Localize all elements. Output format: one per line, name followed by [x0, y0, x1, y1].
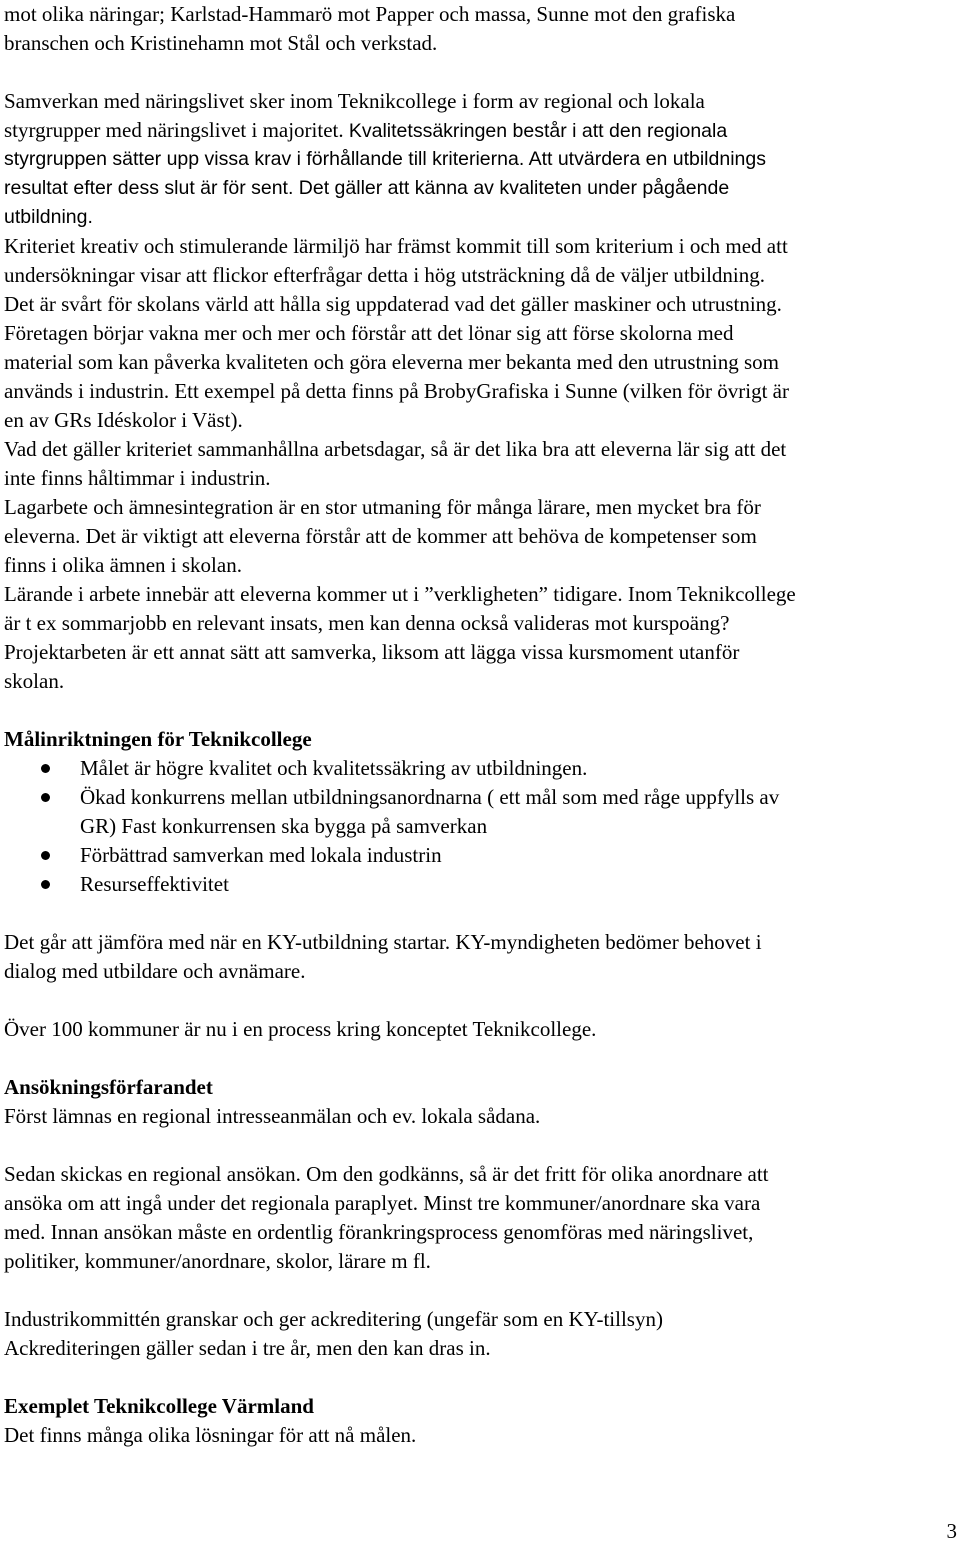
list-item — [4, 841, 956, 870]
ky-paragraph — [4, 928, 956, 986]
section-heading: Ansökningsförfarandet — [4, 1075, 213, 1099]
text-line: Ökad konkurrens mellan utbildningsanordnarna ( ett mål som med råge uppfylls av — [80, 785, 780, 809]
bullet-list — [4, 754, 956, 899]
text-line: Ackrediteringen gäller sedan i tre år, men den kan dras in. — [4, 1336, 491, 1360]
paragraph-gap — [4, 1363, 956, 1392]
text-line: Över 100 kommuner är nu i en process kring konceptet Teknikcollege. — [4, 1017, 597, 1041]
paragraph-gap — [4, 899, 956, 928]
text-line: Resurseffektivitet — [80, 872, 229, 896]
text-line: Lärande i arbete innebär att eleverna kommer ut i ”verkligheten” tidigare. Inom Teknikcollege — [4, 582, 796, 606]
text-line: branschen och Kristinehamn mot Stål och verkstad. — [4, 31, 438, 55]
bullet-icon — [41, 764, 50, 773]
text-line: är t ex sommarjobb en relevant insats, men kan denna också valideras mot kurspoäng? — [4, 611, 730, 635]
text-line: eleverna. Det är viktigt att eleverna förstår att de kommer att behöva de kompetenser som — [4, 524, 757, 548]
text-segment: Kvalitetssäkringen består i att den regionala — [348, 120, 728, 142]
text-line: Förbättrad samverkan med lokala industrin — [80, 843, 442, 867]
text-line: en av GRs Idéskolor i Väst). — [4, 408, 243, 432]
text-line: Industrikommittén granskar och ger ackreditering (ungefär som en KY-tillsyn) — [4, 1307, 663, 1331]
text-line: mot olika näringar; Karlstad-Hammarö mot Papper och massa, Sunne mot den grafiska — [4, 2, 736, 26]
samverkan-paragraph — [4, 87, 956, 232]
text-line: Lagarbete och ämnesintegration är en stor utmaning för många lärare, men mycket bra för — [4, 495, 761, 519]
section-heading: Exemplet Teknikcollege Värmland — [4, 1394, 314, 1418]
paragraph-gap — [4, 1276, 956, 1305]
text-line: politiker, kommuner/anordnare, skolor, lärare m fl. — [4, 1249, 431, 1273]
text-line: GR) Fast konkurrensen ska bygga på samverkan — [80, 814, 488, 838]
text-line: utbildning. — [4, 206, 93, 228]
ansokning-section — [4, 1073, 956, 1131]
exemplet-section — [4, 1392, 956, 1450]
text-line: Samverkan med näringslivet sker inom Teknikcollege i form av regional och lokala — [4, 89, 705, 113]
text-line: Företagen börjar vakna mer och mer och förstår att det lönar sig att förse skolorna med — [4, 321, 734, 345]
text-line: ansöka om att ingå under det regionala paraplyet. Minst tre kommuner/anordnare ska vara — [4, 1191, 761, 1215]
text-line: Sedan skickas en regional ansökan. Om den godkänns, så är det fritt för olika anordnare att — [4, 1162, 769, 1186]
text-line: dialog med utbildare och avnämare. — [4, 959, 306, 983]
bullet-icon — [41, 880, 50, 889]
paragraph-gap — [4, 696, 956, 725]
text-line: skolan. — [4, 669, 65, 693]
list-item — [4, 870, 956, 899]
text-segment: styrgrupper med näringslivet i majoritet. — [4, 118, 349, 142]
paragraph-gap — [4, 986, 956, 1015]
text-line: Först lämnas en regional intresseanmälan och ev. lokala sådana. — [4, 1104, 541, 1128]
text-line: undersökningar visar att flickor efterfrågar detta i hög utsträckning då de väljer utbildning. — [4, 263, 765, 287]
bullet-icon — [41, 793, 50, 802]
text-line: Det är svårt för skolans värld att hålla sig uppdaterad vad det gäller maskiner och utrustning. — [4, 292, 782, 316]
text-line: används i industrin. Ett exempel på detta finns på BrobyGrafiska i Sunne (vilken för övrigt är — [4, 379, 789, 403]
text-line: styrgruppen sätter upp vissa krav i förhållande till kriterierna. Att utvärdera en utbildnings — [4, 148, 766, 170]
page-number: 3 — [946, 1519, 957, 1543]
document-page — [4, 0, 956, 1450]
section-heading: Målinriktningen för Teknikcollege — [4, 727, 312, 751]
criteria-paragraphs — [4, 232, 956, 696]
intro-paragraph — [4, 0, 956, 58]
sedan-paragraph — [4, 1160, 956, 1276]
kommuner-paragraph — [4, 1015, 956, 1044]
paragraph-gap — [4, 58, 956, 87]
paragraph-gap — [4, 1044, 956, 1073]
list-item — [4, 754, 956, 783]
text-line: Målet är högre kvalitet och kvalitetssäkring av utbildningen. — [80, 756, 588, 780]
industri-paragraph — [4, 1305, 956, 1363]
text-line: material som kan påverka kvaliteten och göra eleverna mer bekanta med den utrustning som — [4, 350, 779, 374]
paragraph-gap — [4, 1131, 956, 1160]
text-line: Det finns många olika lösningar för att nå målen. — [4, 1423, 417, 1447]
text-line: Det går att jämföra med när en KY-utbildning startar. KY-myndigheten bedömer behovet i — [4, 930, 762, 954]
text-line: Projektarbeten är ett annat sätt att samverka, liksom att lägga vissa kursmoment utanför — [4, 640, 740, 664]
bullet-icon — [41, 851, 50, 860]
text-line-mixed — [4, 116, 956, 145]
text-line: resultat efter dess slut är för sent. Det gäller att känna av kvaliteten under pågående — [4, 177, 730, 199]
text-line: med. Innan ansökan måste en ordentlig förankringsprocess genomföras med näringslivet, — [4, 1220, 754, 1244]
text-line: Kriteriet kreativ och stimulerande lärmiljö har främst kommit till som kriterium i och med att — [4, 234, 788, 258]
text-line: Vad det gäller kriteriet sammanhållna arbetsdagar, så är det lika bra att eleverna lär sig att det — [4, 437, 787, 461]
text-line: finns i olika ämnen i skolan. — [4, 553, 242, 577]
text-line: inte finns håltimmar i industrin. — [4, 466, 271, 490]
malinriktning-section — [4, 725, 956, 899]
list-item — [4, 783, 956, 841]
